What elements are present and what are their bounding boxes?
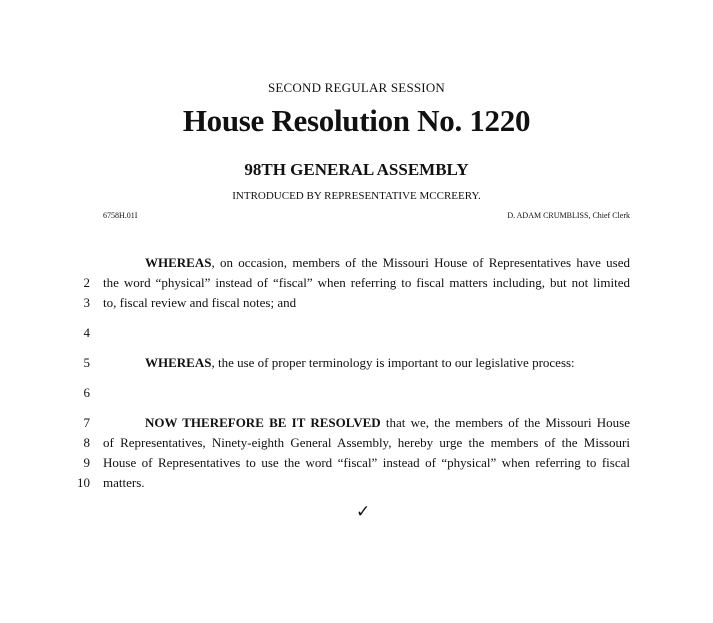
chief-clerk: D. ADAM CRUMBLISS, Chief Clerk — [507, 211, 630, 220]
assembly-heading: 98TH GENERAL ASSEMBLY — [244, 160, 469, 179]
text-line — [0, 273, 713, 293]
text-line — [0, 323, 713, 343]
line-text — [145, 353, 630, 373]
line-number: 7 — [83, 415, 90, 430]
line-number: 4 — [83, 325, 90, 340]
line-text: of Representatives, Ninety-eighth General Assembly, hereby urge the members of the Missouri — [103, 435, 630, 450]
line-number: 2 — [83, 275, 90, 290]
line-text — [145, 413, 630, 433]
text-line — [0, 413, 713, 433]
introduced-by: INTRODUCED BY REPRESENTATIVE MCCREERY. — [232, 190, 481, 202]
checkmark-icon: ✓ — [356, 502, 371, 522]
bill-number: 6758H.01I — [103, 211, 138, 220]
text-line — [0, 453, 713, 473]
line-text-rest: that we, the members of the Missouri House — [380, 415, 630, 430]
line-number: 8 — [83, 435, 90, 450]
text-line — [0, 353, 713, 373]
text-line — [0, 253, 713, 273]
line-text — [145, 253, 630, 273]
text-line — [0, 293, 713, 313]
line-text: matters. — [103, 475, 145, 490]
text-line — [0, 473, 713, 493]
session-label: SECOND REGULAR SESSION — [267, 80, 446, 95]
text-line — [0, 383, 713, 403]
whereas-keyword: WHEREAS — [145, 355, 212, 370]
text-line — [0, 433, 713, 453]
line-number: 5 — [83, 355, 90, 370]
line-text-rest: , on occasion, members of the Missouri House of Representatives have used — [211, 255, 630, 270]
line-number: 3 — [83, 295, 90, 310]
line-text: House of Representatives to use the word “fiscal” instead of “physical” when referring to fiscal — [103, 455, 630, 470]
resolved-keyword: NOW THEREFORE BE IT RESOLVED — [145, 415, 381, 430]
whereas-keyword: WHEREAS — [145, 255, 212, 270]
line-text-rest: , the use of proper terminology is important to our legislative process: — [211, 355, 575, 370]
line-text: to, fiscal review and fiscal notes; and — [103, 295, 297, 310]
resolution-title: House Resolution No. 1220 — [182, 103, 531, 138]
line-number: 10 — [77, 475, 90, 490]
line-text: the word “physical” instead of “fiscal” when referring to fiscal matters including, but not limited — [103, 275, 630, 290]
line-number: 9 — [83, 455, 90, 470]
line-number: 6 — [83, 385, 90, 400]
